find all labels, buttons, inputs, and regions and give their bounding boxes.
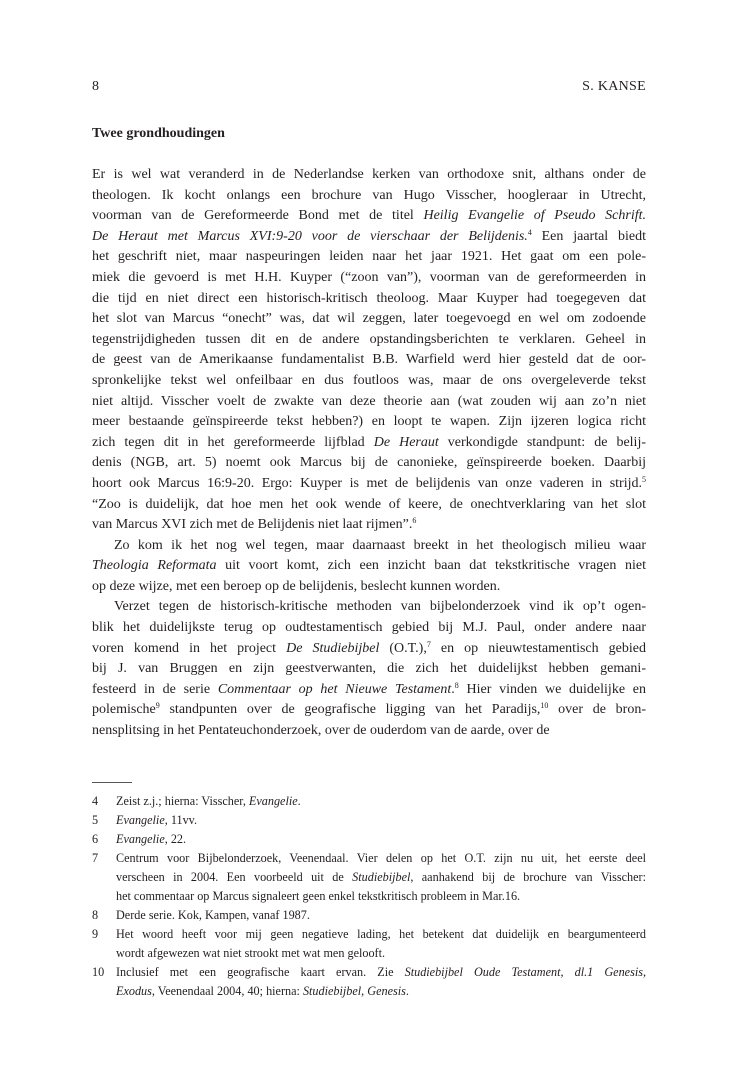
footnote-number: 6 <box>92 832 99 846</box>
footnote-ref: 10 <box>540 701 549 711</box>
paragraph <box>92 597 646 741</box>
text-run: nensplitsing in het Pentateuchonderzoek, over de ouderdom van de aarde, over de <box>92 723 550 739</box>
text-line <box>92 536 646 557</box>
text-line <box>92 247 646 268</box>
italic-text: De Studiebijbel <box>286 640 380 656</box>
footnote <box>92 792 646 811</box>
text-run: meer bestaande geïnspireerde tekst hebben?) en loopt te wapen. Zijn ijzeren logica richt <box>92 414 646 430</box>
footnote-number: 4 <box>92 794 99 808</box>
text-run: Hier vinden we duidelijke en <box>458 681 646 697</box>
footnote-line <box>116 849 646 868</box>
footnote-ref: 7 <box>426 639 431 649</box>
footnote-line <box>116 830 646 849</box>
text-run: (O.T.), <box>379 640 427 656</box>
footnote-line <box>116 944 646 963</box>
text-run: , aanhakend bij de brochure van Visscher: <box>410 870 646 884</box>
text-run: voorman van de Gereformeerde Bond met de titel <box>92 208 424 224</box>
footnote <box>92 849 646 906</box>
text-line <box>92 309 646 330</box>
text-run: bij J. van Bruggen en zijn geestverwanten, die zich het duidelijkst hebben gemani- <box>92 661 646 677</box>
text-run: . <box>405 984 409 998</box>
text-run: die tijd en niet direct een historisch-kritisch theoloog. Maar Kuyper had toegegeven dat <box>92 290 646 306</box>
text-run: Zeist z.j.; hierna: Visscher, <box>116 794 249 808</box>
text-line <box>92 556 646 577</box>
text-line <box>92 680 646 701</box>
text-run: blik het duidelijkste terug op oudtestamentisch gebied bij M.J. Paul, onder andere naar <box>92 620 646 636</box>
text-line <box>92 227 646 248</box>
text-run: , Veenendaal 2004, 40; hierna: <box>151 984 303 998</box>
footnote-line <box>116 906 646 925</box>
text-line <box>92 639 646 660</box>
text-line <box>92 618 646 639</box>
footnote-number: 5 <box>92 813 99 827</box>
text-line <box>92 165 646 186</box>
footnote-line <box>116 792 646 811</box>
text-run: hoort ook Marcus 16:9-20. Ergo: Kuyper is met de belijdenis van onze vaderen in strijd. <box>92 475 642 491</box>
text-run: niet altijd. Visscher voelt de zwakte van deze theorie aan (wat zouden wij aan zo’n niet <box>92 393 646 409</box>
footnote-line <box>116 811 646 830</box>
text-run: wordt afgewezen wat niet strookt met wat men gelooft. <box>116 946 386 960</box>
text-line <box>92 700 646 721</box>
footnote-number: 9 <box>92 927 99 941</box>
text-run: miek die gevoerd is met H.H. Kuyper (“zoon van”), voorman van de gereformeerden in <box>92 269 646 285</box>
footnote-number: 7 <box>92 851 99 865</box>
text-run: de geest van de Amerikaanse fundamentalist B.B. Warfield werd hier gesteld dat de oor- <box>92 352 646 368</box>
italic-text: De Heraut <box>373 434 439 450</box>
footnote-line <box>116 887 646 906</box>
text-run: op deze wijze, met een beroep op de belijdenis, beslecht kunnen worden. <box>92 578 501 594</box>
text-line <box>92 597 646 618</box>
text-line <box>92 268 646 289</box>
text-run: en op nieuwtestamentisch gebied <box>430 640 646 656</box>
text-run: theologen. Ik kocht onlangs een brochure van Hugo Visscher, hoogleraar in Utrecht, <box>92 187 646 203</box>
footnote-line <box>116 982 646 1001</box>
italic-text: Evangelie <box>248 794 298 808</box>
footnote-ref: 6 <box>412 516 417 526</box>
text-run: spronkelijke tekst wel onfeilbaar en dus foutloos was, maar de ons overgeleverde tekst <box>92 372 646 388</box>
footnote-line <box>116 925 646 944</box>
footnote <box>92 830 646 849</box>
text-line <box>92 206 646 227</box>
text-run: van Marcus XVI zich met de Belijdenis niet laat rijmen”. <box>92 517 413 533</box>
text-run: festeerd in de serie <box>92 681 218 697</box>
text-line <box>92 474 646 495</box>
footnote-line <box>116 868 646 887</box>
text-run: Verzet tegen de historisch-kritische methoden van bijbelonderzoek vind ik op’t ogen- <box>114 599 646 615</box>
italic-text: Commentaar op het Nieuwe Testament <box>217 681 452 697</box>
footnote <box>92 925 646 963</box>
text-run: , 22. <box>164 832 187 846</box>
page-header <box>92 77 646 97</box>
footnote-ref: 4 <box>527 227 532 237</box>
footnote-line <box>116 963 646 982</box>
footnote-rule <box>92 782 132 783</box>
footnotes <box>92 792 646 1001</box>
text-run: polemische <box>92 702 156 718</box>
text-line <box>92 186 646 207</box>
footnote <box>92 963 646 1001</box>
text-run: verscheen in 2004. Een voorbeeld uit de <box>116 870 353 884</box>
text-line <box>92 350 646 371</box>
footnote <box>92 906 646 925</box>
italic-text: Studiebijbel Oude Testament, dl.1 Genesis, <box>404 965 646 979</box>
text-run: voren komend in het project <box>92 640 287 656</box>
text-run: denis (NGB, art. 5) noemt ook Marcus bij de canonieke, geïnspireerde boeken. Daarbij <box>92 455 646 471</box>
text-run: Inclusief met een geografische kaart ervan. Zie <box>116 965 405 979</box>
text-run: verkondigde standpunt: de belij- <box>438 434 646 450</box>
text-line <box>92 495 646 516</box>
text-run: Het woord heeft voor mij geen negatieve lading, het betekent dat duidelijk en beargumenteerd <box>116 927 646 941</box>
body-text <box>92 165 646 742</box>
text-line <box>92 289 646 310</box>
running-head: S. KANSE <box>582 79 646 94</box>
text-run: , 11vv. <box>164 813 198 827</box>
text-line <box>92 392 646 413</box>
text-run: Zo kom ik het nog wel tegen, maar daarnaast breekt in het theologisch milieu waar <box>114 537 646 553</box>
text-line <box>92 453 646 474</box>
text-line <box>92 433 646 454</box>
text-run: over de bron- <box>548 702 646 718</box>
text-line <box>92 721 646 742</box>
paragraph <box>92 165 646 536</box>
text-run: . <box>297 794 301 808</box>
footnote-ref: 9 <box>155 701 160 711</box>
italic-text: De Heraut met Marcus XVI:9-20 voor de vierschaar der Belijdenis. <box>92 228 528 244</box>
text-run: tegenstrijdigheden tussen dit en de andere opstandingsberichten te verklaren. Geheel in <box>92 331 646 347</box>
footnote-number: 8 <box>92 908 99 922</box>
italic-text: Studiebijbel <box>352 870 411 884</box>
footnote-ref: 8 <box>454 680 459 690</box>
italic-text: Evangelie <box>116 813 165 827</box>
text-run: het commentaar op Marcus signaleert geen enkel tekstkritisch probleem in Mar.16. <box>116 889 521 903</box>
italic-text: Studiebijbel, Genesis <box>302 984 406 998</box>
italic-text: Heilig Evangelie of Pseudo Schrift. <box>423 208 646 224</box>
text-line <box>92 659 646 680</box>
text-run: zich tegen dit in het gereformeerde lijfblad <box>92 434 374 450</box>
footnote-ref: 5 <box>642 474 646 484</box>
text-line <box>92 330 646 351</box>
text-run: . <box>451 681 455 697</box>
paragraph <box>92 536 646 598</box>
text-run: Centrum voor Bijbelonderzoek, Veenendaal. Vier delen op het O.T. zijn nu uit, het eerste deel <box>116 851 646 865</box>
text-line <box>92 577 646 598</box>
text-run: Er is wel wat veranderd in de Nederlandse kerken van orthodoxe snit, althans onder de <box>92 167 646 182</box>
text-run: standpunten over de geografische ligging van het Paradijs, <box>159 702 541 718</box>
text-run: Derde serie. Kok, Kampen, vanaf 1987. <box>116 908 310 922</box>
text-line <box>92 412 646 433</box>
text-run: het slot van Marcus “onecht” was, dat wil zeggen, later toegevoegd en wel om zodoende <box>92 311 646 327</box>
footnote <box>92 811 646 830</box>
italic-text: Evangelie <box>116 832 165 846</box>
text-run: het geschrift niet, maar naspeuringen leiden naar het jaar 1921. Het gaat om een pole- <box>92 249 646 265</box>
text-run: Een jaartal biedt <box>531 228 646 244</box>
text-line <box>92 371 646 392</box>
italic-text: Theologia Reformata <box>92 558 217 574</box>
footnote-number: 10 <box>92 965 105 979</box>
text-run: uit voort komt, zich een inzicht baan dat tekstkritische vragen niet <box>216 558 646 574</box>
text-line <box>92 515 646 536</box>
page-number: 8 <box>92 79 99 94</box>
section-heading: Twee grondhoudingen <box>92 126 225 141</box>
text-run: “Zoo is duidelijk, dat hoe men het ook wende of keere, de onechtverklaring van het slot <box>92 496 646 512</box>
italic-text: Exodus <box>116 984 152 998</box>
